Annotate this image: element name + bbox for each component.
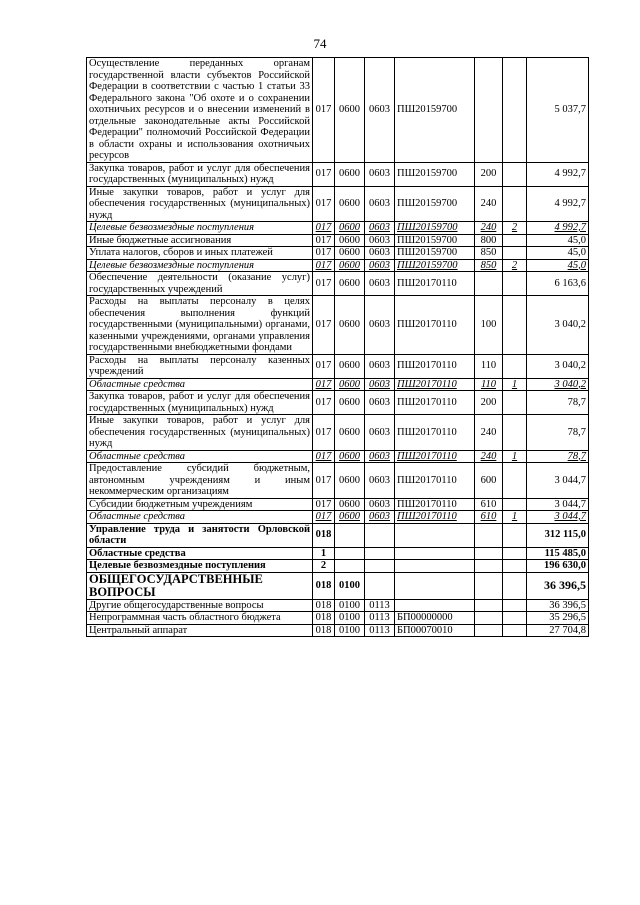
target-item-code-cell: [395, 523, 475, 547]
table-row: [87, 378, 589, 391]
admin-code-cell: 017: [313, 58, 335, 163]
table-row: [87, 463, 589, 499]
target-item-code-cell: ПШ20170110: [395, 378, 475, 391]
table-row: [87, 247, 589, 260]
admin-code-cell: 017: [313, 391, 335, 415]
amount-cell: 6 163,6: [527, 272, 589, 296]
funding-source-cell: [503, 463, 527, 499]
table-row: [87, 222, 589, 235]
admin-code-cell: 017: [313, 222, 335, 235]
expense-type-code-cell: [475, 272, 503, 296]
funding-source-cell: [503, 186, 527, 222]
expense-name-cell: Осуществление переданных органам государственной власти субъектов Российской Федерации в соответствии с частью 1 статьи 33 Федерального закона "Об охоте и о сохранении охотничьих ресурсов и о внесении изменений в отдельные законодательные акты Российской Федерации" полномочий Российской Федерации в области охраны и использования охотничьих ресурсов: [87, 58, 313, 163]
table-row: [87, 162, 589, 186]
target-item-code-cell: ПШ20170110: [395, 511, 475, 524]
expense-name-cell: Предоставление субсидий бюджетным, автономным учреждениям и иным некоммерческим организациям: [87, 463, 313, 499]
amount-cell: 45,0: [527, 247, 589, 260]
subsection-code-cell: 0603: [365, 247, 395, 260]
expense-name-cell: Центральный аппарат: [87, 624, 313, 637]
expense-type-code-cell: 200: [475, 162, 503, 186]
table-row: [87, 599, 589, 612]
subsection-code-cell: 0603: [365, 222, 395, 235]
section-code-cell: 0600: [335, 259, 365, 272]
target-item-code-cell: ПШ20170110: [395, 272, 475, 296]
expense-name-cell: Уплата налогов, сборов и иных платежей: [87, 247, 313, 260]
expense-name-cell: Расходы на выплаты персоналу казенных учреждений: [87, 354, 313, 378]
funding-source-cell: [503, 272, 527, 296]
budget-table: [86, 57, 589, 637]
subsection-code-cell: 0603: [365, 259, 395, 272]
expense-name-cell: Управление труда и занятости Орловской области: [87, 523, 313, 547]
expense-name-cell: Целевые безвозмездные поступления: [87, 222, 313, 235]
target-item-code-cell: [395, 560, 475, 573]
amount-cell: 78,7: [527, 450, 589, 463]
admin-code-cell: 017: [313, 450, 335, 463]
expense-type-code-cell: [475, 547, 503, 560]
funding-source-cell: [503, 234, 527, 247]
table-row: [87, 560, 589, 573]
expense-name-cell: ОБЩЕГОСУДАРСТВЕННЫЕ ВОПРОСЫ: [87, 572, 313, 599]
amount-cell: 312 115,0: [527, 523, 589, 547]
subsection-code-cell: 0603: [365, 450, 395, 463]
funding-source-cell: 2: [503, 259, 527, 272]
expense-type-code-cell: [475, 523, 503, 547]
funding-source-cell: [503, 354, 527, 378]
expense-type-code-cell: [475, 599, 503, 612]
expense-type-code-cell: [475, 624, 503, 637]
subsection-code-cell: [365, 547, 395, 560]
subsection-code-cell: 0603: [365, 498, 395, 511]
table-row: [87, 354, 589, 378]
section-code-cell: 0600: [335, 247, 365, 260]
section-code-cell: 0100: [335, 612, 365, 625]
admin-code-cell: 017: [313, 498, 335, 511]
section-code-cell: 0600: [335, 234, 365, 247]
table-row: [87, 186, 589, 222]
target-item-code-cell: ПШ20170110: [395, 354, 475, 378]
target-item-code-cell: ПШ20159700: [395, 259, 475, 272]
funding-source-cell: [503, 547, 527, 560]
table-row: [87, 624, 589, 637]
amount-cell: 115 485,0: [527, 547, 589, 560]
expense-type-code-cell: 800: [475, 234, 503, 247]
table-row: [87, 511, 589, 524]
table-row: [87, 415, 589, 451]
page-number: 74: [313, 36, 327, 51]
expense-type-code-cell: 850: [475, 259, 503, 272]
expense-type-code-cell: 610: [475, 511, 503, 524]
admin-code-cell: 018: [313, 612, 335, 625]
admin-code-cell: 017: [313, 378, 335, 391]
target-item-code-cell: БП00070010: [395, 624, 475, 637]
expense-name-cell: Иные бюджетные ассигнования: [87, 234, 313, 247]
target-item-code-cell: ПШ20159700: [395, 247, 475, 260]
section-code-cell: 0600: [335, 498, 365, 511]
admin-code-cell: 018: [313, 523, 335, 547]
admin-code-cell: 2: [313, 560, 335, 573]
section-code-cell: 0600: [335, 511, 365, 524]
funding-source-cell: [503, 58, 527, 163]
subsection-code-cell: 0603: [365, 354, 395, 378]
admin-code-cell: 018: [313, 624, 335, 637]
table-row: [87, 272, 589, 296]
amount-cell: 78,7: [527, 391, 589, 415]
expense-name-cell: Закупка товаров, работ и услуг для обеспечения государственных (муниципальных) нужд: [87, 391, 313, 415]
section-code-cell: 0600: [335, 463, 365, 499]
expense-type-code-cell: 240: [475, 222, 503, 235]
admin-code-cell: 017: [313, 234, 335, 247]
table-row: [87, 523, 589, 547]
admin-code-cell: 017: [313, 247, 335, 260]
expense-name-cell: Целевые безвозмездные поступления: [87, 560, 313, 573]
target-item-code-cell: ПШ20170110: [395, 463, 475, 499]
admin-code-cell: 017: [313, 354, 335, 378]
funding-source-cell: [503, 572, 527, 599]
expense-name-cell: Областные средства: [87, 511, 313, 524]
target-item-code-cell: [395, 599, 475, 612]
amount-cell: 45,0: [527, 234, 589, 247]
expense-type-code-cell: 850: [475, 247, 503, 260]
subsection-code-cell: 0603: [365, 463, 395, 499]
section-code-cell: 0600: [335, 58, 365, 163]
amount-cell: 3 044,7: [527, 511, 589, 524]
section-code-cell: [335, 523, 365, 547]
subsection-code-cell: 0603: [365, 186, 395, 222]
expense-type-code-cell: 240: [475, 186, 503, 222]
target-item-code-cell: ПШ20170110: [395, 391, 475, 415]
funding-source-cell: 2: [503, 222, 527, 235]
admin-code-cell: 017: [313, 463, 335, 499]
admin-code-cell: 017: [313, 415, 335, 451]
expense-name-cell: Закупка товаров, работ и услуг для обеспечения государственных (муниципальных) нужд: [87, 162, 313, 186]
admin-code-cell: 1: [313, 547, 335, 560]
expense-name-cell: Расходы на выплаты персоналу в целях обеспечения выполнения функций государственными (муниципальными) органами, казенными учреждениями, органами управления государственными внебюджетными фондами: [87, 296, 313, 355]
section-code-cell: 0600: [335, 296, 365, 355]
table-row: [87, 547, 589, 560]
amount-cell: 5 037,7: [527, 58, 589, 163]
target-item-code-cell: ПШ20170110: [395, 296, 475, 355]
amount-cell: 36 396,5: [527, 599, 589, 612]
section-code-cell: 0100: [335, 572, 365, 599]
funding-source-cell: [503, 415, 527, 451]
table-row: [87, 612, 589, 625]
amount-cell: 45,0: [527, 259, 589, 272]
subsection-code-cell: 0603: [365, 272, 395, 296]
subsection-code-cell: 0113: [365, 612, 395, 625]
target-item-code-cell: ПШ20170110: [395, 415, 475, 451]
expense-type-code-cell: 100: [475, 296, 503, 355]
funding-source-cell: [503, 247, 527, 260]
admin-code-cell: 017: [313, 259, 335, 272]
funding-source-cell: [503, 624, 527, 637]
target-item-code-cell: ПШ20159700: [395, 234, 475, 247]
expense-type-code-cell: 110: [475, 378, 503, 391]
subsection-code-cell: 0603: [365, 58, 395, 163]
funding-source-cell: [503, 296, 527, 355]
amount-cell: 35 296,5: [527, 612, 589, 625]
table-row: [87, 296, 589, 355]
amount-cell: 3 040,2: [527, 378, 589, 391]
amount-cell: 27 704,8: [527, 624, 589, 637]
expense-name-cell: Другие общегосударственные вопросы: [87, 599, 313, 612]
amount-cell: 4 992,7: [527, 186, 589, 222]
subsection-code-cell: 0603: [365, 162, 395, 186]
target-item-code-cell: [395, 572, 475, 599]
amount-cell: 3 044,7: [527, 463, 589, 499]
expense-type-code-cell: 200: [475, 391, 503, 415]
subsection-code-cell: 0603: [365, 378, 395, 391]
admin-code-cell: 018: [313, 599, 335, 612]
section-code-cell: 0600: [335, 415, 365, 451]
subsection-code-cell: [365, 572, 395, 599]
section-code-cell: 0600: [335, 378, 365, 391]
expense-name-cell: Субсидии бюджетным учреждениям: [87, 498, 313, 511]
expense-type-code-cell: 610: [475, 498, 503, 511]
expense-type-code-cell: 240: [475, 415, 503, 451]
section-code-cell: 0100: [335, 599, 365, 612]
expense-type-code-cell: [475, 560, 503, 573]
admin-code-cell: 017: [313, 511, 335, 524]
funding-source-cell: 1: [503, 511, 527, 524]
amount-cell: 4 992,7: [527, 162, 589, 186]
target-item-code-cell: ПШ20159700: [395, 58, 475, 163]
section-code-cell: 0600: [335, 222, 365, 235]
admin-code-cell: 017: [313, 296, 335, 355]
expense-name-cell: Целевые безвозмездные поступления: [87, 259, 313, 272]
subsection-code-cell: 0603: [365, 234, 395, 247]
admin-code-cell: 017: [313, 162, 335, 186]
subsection-code-cell: 0603: [365, 415, 395, 451]
table-row: [87, 58, 589, 163]
section-code-cell: 0600: [335, 186, 365, 222]
expense-type-code-cell: [475, 572, 503, 599]
subsection-code-cell: 0603: [365, 511, 395, 524]
table-row: [87, 391, 589, 415]
amount-cell: 196 630,0: [527, 560, 589, 573]
expense-name-cell: Областные средства: [87, 378, 313, 391]
amount-cell: 4 992,7: [527, 222, 589, 235]
table-row: [87, 450, 589, 463]
section-code-cell: 0600: [335, 450, 365, 463]
target-item-code-cell: ПШ20170110: [395, 498, 475, 511]
funding-source-cell: [503, 612, 527, 625]
expense-type-code-cell: [475, 58, 503, 163]
funding-source-cell: [503, 523, 527, 547]
target-item-code-cell: ПШ20170110: [395, 450, 475, 463]
funding-source-cell: 1: [503, 450, 527, 463]
expense-type-code-cell: 600: [475, 463, 503, 499]
section-code-cell: 0600: [335, 162, 365, 186]
target-item-code-cell: ПШ20159700: [395, 162, 475, 186]
amount-cell: 78,7: [527, 415, 589, 451]
expense-type-code-cell: [475, 612, 503, 625]
budget-table-body: [87, 58, 589, 637]
section-code-cell: 0100: [335, 624, 365, 637]
section-code-cell: [335, 560, 365, 573]
admin-code-cell: 018: [313, 572, 335, 599]
expense-name-cell: Иные закупки товаров, работ и услуг для обеспечения государственных (муниципальных) нужд: [87, 186, 313, 222]
subsection-code-cell: 0603: [365, 296, 395, 355]
admin-code-cell: 017: [313, 272, 335, 296]
subsection-code-cell: [365, 523, 395, 547]
funding-source-cell: [503, 391, 527, 415]
expense-type-code-cell: 240: [475, 450, 503, 463]
expense-name-cell: Иные закупки товаров, работ и услуг для обеспечения государственных (муниципальных) нужд: [87, 415, 313, 451]
funding-source-cell: [503, 498, 527, 511]
amount-cell: 36 396,5: [527, 572, 589, 599]
subsection-code-cell: [365, 560, 395, 573]
table-row: [87, 572, 589, 599]
subsection-code-cell: 0113: [365, 599, 395, 612]
expense-name-cell: Непрограммная часть областного бюджета: [87, 612, 313, 625]
target-item-code-cell: БП00000000: [395, 612, 475, 625]
subsection-code-cell: 0113: [365, 624, 395, 637]
table-row: [87, 234, 589, 247]
target-item-code-cell: ПШ20159700: [395, 186, 475, 222]
section-code-cell: 0600: [335, 272, 365, 296]
amount-cell: 3 040,2: [527, 296, 589, 355]
admin-code-cell: 017: [313, 186, 335, 222]
target-item-code-cell: [395, 547, 475, 560]
expense-name-cell: Областные средства: [87, 450, 313, 463]
section-code-cell: [335, 547, 365, 560]
expense-type-code-cell: 110: [475, 354, 503, 378]
funding-source-cell: [503, 560, 527, 573]
table-row: [87, 498, 589, 511]
funding-source-cell: [503, 162, 527, 186]
expense-name-cell: Областные средства: [87, 547, 313, 560]
section-code-cell: 0600: [335, 354, 365, 378]
subsection-code-cell: 0603: [365, 391, 395, 415]
amount-cell: 3 044,7: [527, 498, 589, 511]
expense-name-cell: Обеспечение деятельности (оказание услуг) государственных учреждений: [87, 272, 313, 296]
funding-source-cell: 1: [503, 378, 527, 391]
target-item-code-cell: ПШ20159700: [395, 222, 475, 235]
section-code-cell: 0600: [335, 391, 365, 415]
funding-source-cell: [503, 599, 527, 612]
table-row: [87, 259, 589, 272]
amount-cell: 3 040,2: [527, 354, 589, 378]
